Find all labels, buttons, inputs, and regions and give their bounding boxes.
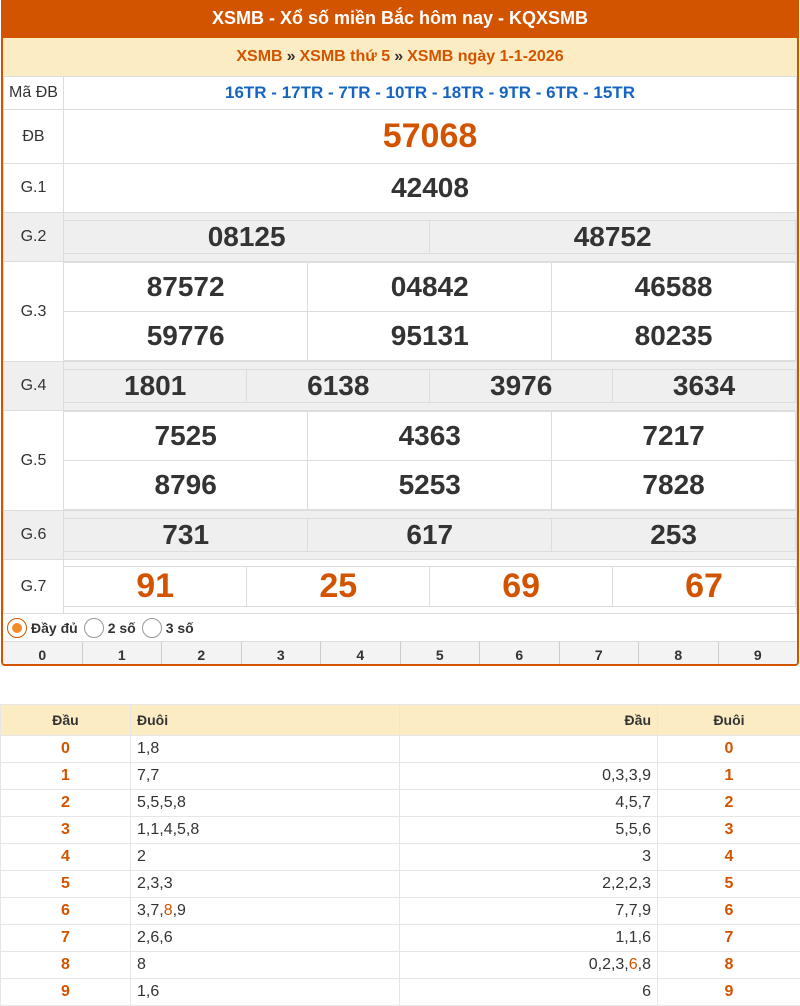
prize-g2-1: 08125 — [64, 221, 430, 254]
tail-digit: 7 — [658, 925, 800, 952]
head-digit: 3 — [1, 817, 131, 844]
special-codes: 16TR - 17TR - 7TR - 10TR - 18TR - 9TR - 6TR - 15TR — [64, 77, 797, 110]
option-full[interactable] — [7, 618, 78, 638]
prize-g3-6: 80235 — [552, 312, 796, 361]
prize-g7-4: 67 — [613, 567, 796, 607]
digit-button-1[interactable]: 1 — [82, 642, 162, 666]
digit-button-3[interactable]: 3 — [241, 642, 321, 666]
digit-button-0[interactable]: 0 — [3, 642, 82, 666]
option-two[interactable] — [84, 618, 136, 638]
prize-g5-1: 7525 — [64, 412, 308, 461]
label-g2: G.2 — [4, 213, 64, 262]
tail-digit: 0 — [658, 736, 800, 763]
tail-values — [131, 898, 400, 925]
tail-digit: 9 — [658, 979, 800, 1006]
header-dau: Đầu — [1, 705, 131, 736]
digit-button-2[interactable]: 2 — [161, 642, 241, 666]
tail-values: 5,5,5,8 — [131, 790, 400, 817]
row-g6 — [4, 511, 797, 560]
head-part: 0,2,3, — [588, 956, 629, 973]
prize-g3-3: 46588 — [552, 263, 796, 312]
header-duoi: Đuôi — [131, 705, 400, 736]
prize-g4-3: 3976 — [430, 370, 613, 403]
prize-g4-1: 1801 — [64, 370, 247, 403]
prize-g7-1: 91 — [64, 567, 247, 607]
page-title: XSMB - Xổ số miền Bắc hôm nay - KQXSMB — [1, 0, 799, 38]
breadcrumb-sep: » — [394, 48, 404, 65]
head-digit: 4 — [1, 844, 131, 871]
display-options — [3, 614, 797, 642]
head-values: 0,3,3,9 — [400, 763, 658, 790]
radio-full[interactable] — [7, 618, 27, 638]
header-dau-2: Đầu — [400, 705, 658, 736]
tail-digit: 8 — [658, 952, 800, 979]
breadcrumb-sep: » — [286, 48, 296, 65]
tail-values: 2,3,3 — [131, 871, 400, 898]
digit-button-8[interactable]: 8 — [638, 642, 718, 666]
digit-button-6[interactable]: 6 — [479, 642, 559, 666]
digit-button-5[interactable]: 5 — [400, 642, 480, 666]
head-values: 7,7,9 — [400, 898, 658, 925]
head-digit: 2 — [1, 790, 131, 817]
prize-g5-2: 4363 — [308, 412, 552, 461]
table-row — [1, 898, 800, 925]
breadcrumb — [3, 38, 797, 76]
prize-g5-3: 7217 — [552, 412, 796, 461]
results-panel — [1, 0, 799, 666]
head-digit: 5 — [1, 871, 131, 898]
row-g5 — [4, 411, 797, 511]
row-g2 — [4, 213, 797, 262]
prize-g3-1: 87572 — [64, 263, 308, 312]
option-two-label: 2 số — [107, 619, 136, 636]
prize-g6-2: 617 — [308, 519, 552, 552]
head-values: 5,5,6 — [400, 817, 658, 844]
option-full-label: Đầy đủ — [31, 619, 78, 636]
digit-button-9[interactable]: 9 — [718, 642, 798, 666]
tail-values: 1,6 — [131, 979, 400, 1006]
prize-g6-3: 253 — [552, 519, 796, 552]
prize-g3-4: 59776 — [64, 312, 308, 361]
row-db — [4, 110, 797, 164]
prize-g5-6: 7828 — [552, 461, 796, 510]
prize-g6-1: 731 — [64, 519, 308, 552]
prize-g5-5: 5253 — [308, 461, 552, 510]
digit-button-7[interactable]: 7 — [559, 642, 639, 666]
prize-g2-2: 48752 — [430, 221, 796, 254]
prize-special: 57068 — [64, 110, 797, 164]
breadcrumb-xsmb-date[interactable]: XSMB ngày 1-1-2026 — [407, 48, 564, 65]
prize-g4-2: 6138 — [247, 370, 430, 403]
header-duoi-2: Đuôi — [658, 705, 800, 736]
label-g7: G.7 — [4, 560, 64, 614]
tail-highlight: 8 — [163, 902, 173, 919]
digit-filter — [3, 642, 797, 666]
label-g1: G.1 — [4, 164, 64, 213]
prize-g4-4: 3634 — [613, 370, 796, 403]
table-row — [1, 979, 800, 1006]
head-digit: 7 — [1, 925, 131, 952]
prize-g7-3: 69 — [430, 567, 613, 607]
label-g6: G.6 — [4, 511, 64, 560]
row-g3 — [4, 262, 797, 362]
head-digit: 6 — [1, 898, 131, 925]
radio-two[interactable] — [84, 618, 104, 638]
prize-g3-5: 95131 — [308, 312, 552, 361]
breadcrumb-xsmb[interactable]: XSMB — [236, 48, 283, 65]
table-row — [1, 871, 800, 898]
tail-values: 1,8 — [131, 736, 400, 763]
row-g7 — [4, 560, 797, 614]
head-digit: 9 — [1, 979, 131, 1006]
tail-values: 2,6,6 — [131, 925, 400, 952]
tail-values: 1,1,4,5,8 — [131, 817, 400, 844]
head-digit: 8 — [1, 952, 131, 979]
table-row — [1, 763, 800, 790]
tail-part: 3,7, — [137, 902, 164, 919]
prize-g7-2: 25 — [247, 567, 430, 607]
tail-digit: 1 — [658, 763, 800, 790]
option-three[interactable] — [142, 618, 194, 638]
breadcrumb-xsmb-thu5[interactable]: XSMB thứ 5 — [299, 48, 391, 65]
tail-digit: 5 — [658, 871, 800, 898]
head-digit: 0 — [1, 736, 131, 763]
label-g4: G.4 — [4, 362, 64, 411]
table-row — [1, 844, 800, 871]
head-values: 6 — [400, 979, 658, 1006]
head-values: 2,2,2,3 — [400, 871, 658, 898]
table-row — [1, 817, 800, 844]
radio-three[interactable] — [142, 618, 162, 638]
loto-table — [0, 704, 800, 1006]
head-highlight: 6 — [628, 956, 638, 973]
tail-values: 7,7 — [131, 763, 400, 790]
label-g3: G.3 — [4, 262, 64, 362]
option-three-label: 3 số — [165, 619, 194, 636]
label-g5: G.5 — [4, 411, 64, 511]
head-digit: 1 — [1, 763, 131, 790]
table-row — [1, 952, 800, 979]
label-db: ĐB — [4, 110, 64, 164]
prize-g5-4: 8796 — [64, 461, 308, 510]
digit-button-4[interactable]: 4 — [320, 642, 400, 666]
head-values: 4,5,7 — [400, 790, 658, 817]
row-g1 — [4, 164, 797, 213]
row-ma-db — [4, 77, 797, 110]
tail-digit: 2 — [658, 790, 800, 817]
label-ma-db: Mã ĐB — [4, 77, 64, 110]
head-values: 1,1,6 — [400, 925, 658, 952]
head-values — [400, 952, 658, 979]
tail-digit: 3 — [658, 817, 800, 844]
table-row — [1, 925, 800, 952]
tail-digit: 4 — [658, 844, 800, 871]
head-values — [400, 736, 658, 763]
tail-digit: 6 — [658, 898, 800, 925]
prize-g3-2: 04842 — [308, 263, 552, 312]
tail-values: 8 — [131, 952, 400, 979]
prize-g1: 42408 — [64, 164, 797, 213]
row-g4 — [4, 362, 797, 411]
head-values: 3 — [400, 844, 658, 871]
head-part: ,8 — [637, 956, 651, 973]
tail-values: 2 — [131, 844, 400, 871]
tail-part: ,9 — [172, 902, 186, 919]
table-row — [1, 790, 800, 817]
results-table — [3, 76, 797, 614]
table-row — [1, 736, 800, 763]
